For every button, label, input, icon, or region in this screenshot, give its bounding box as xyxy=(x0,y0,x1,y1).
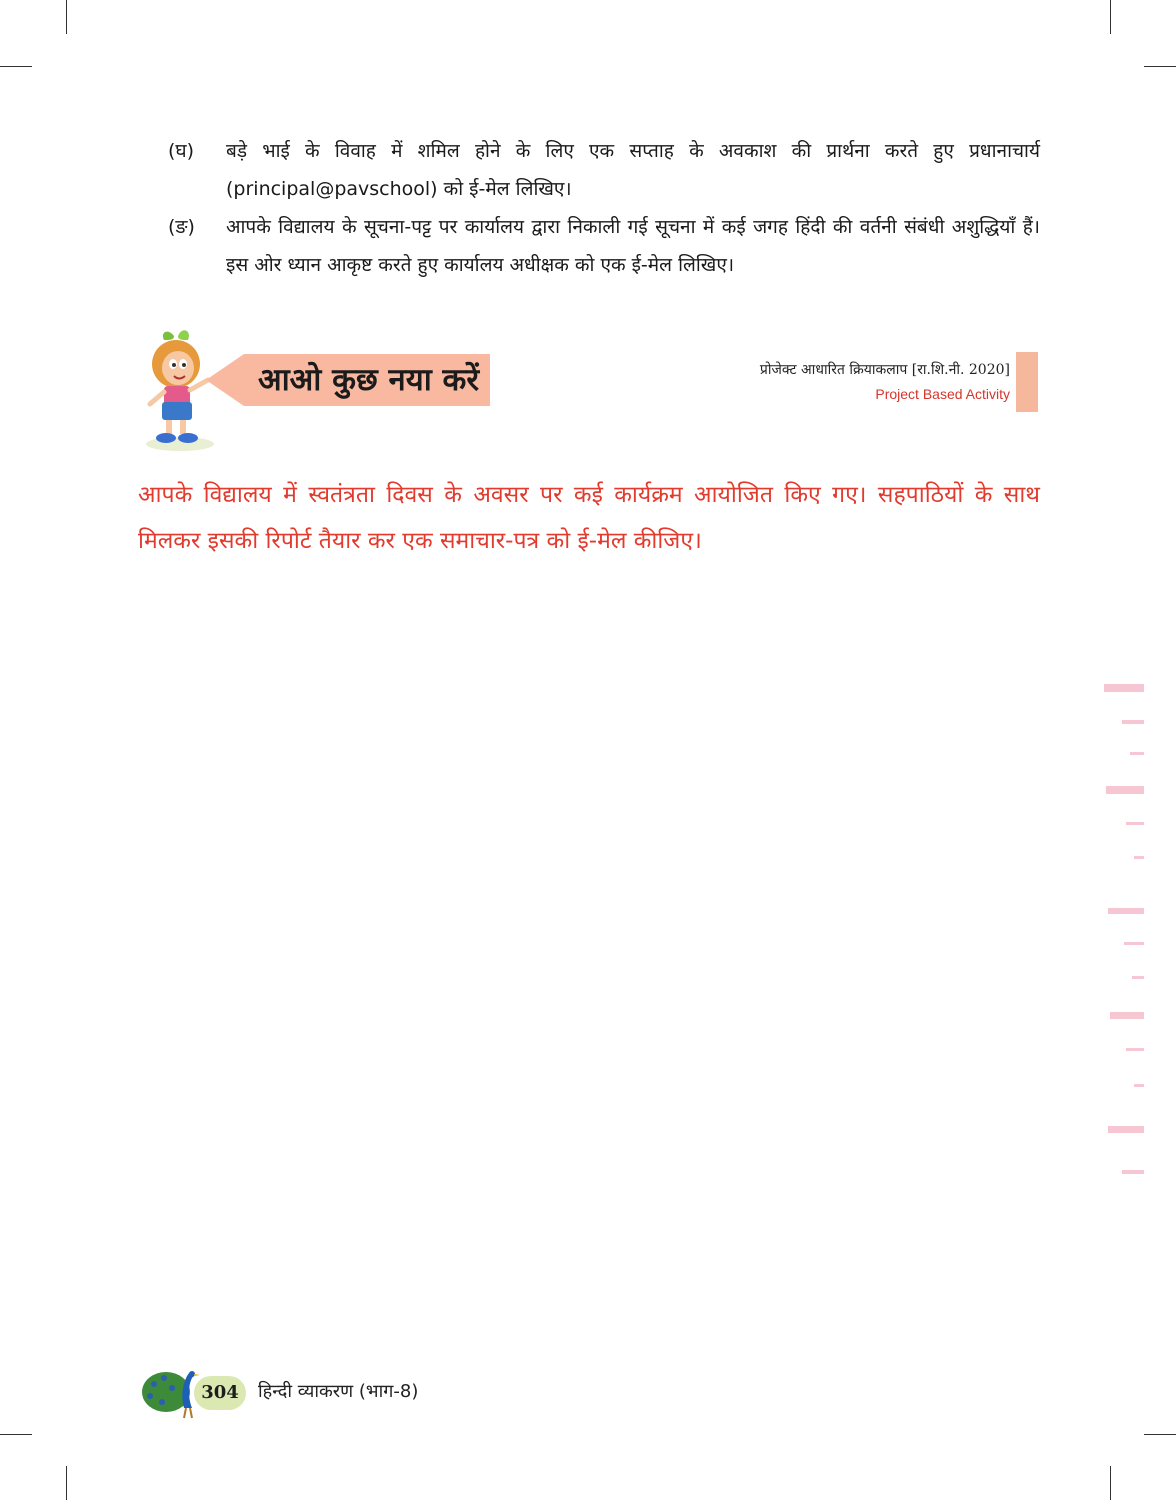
edge-decoration xyxy=(1096,680,1156,1190)
book-title: हिन्दी व्याकरण (भाग-8) xyxy=(258,1381,419,1402)
crop-mark-left-bottom xyxy=(0,1434,32,1435)
activity-text: आपके विद्यालय में स्वतंत्रता दिवस के अवसर पर कई कार्यक्रम आयोजित किए गए। सहपाठियों के साथ मिलकर इसकी रिपोर्ट तैयार कर एक समाचार-पत्र को ई-मेल कीजिए। xyxy=(138,482,1040,554)
page-number: 304 xyxy=(194,1376,246,1410)
item-marker: (घ) xyxy=(168,140,195,162)
activity-banner xyxy=(206,354,490,406)
project-note-english: Project Based Activity xyxy=(875,386,1010,402)
crop-mark-bottom-left xyxy=(66,1466,67,1500)
item-marker: (ङ) xyxy=(168,216,195,238)
exercise-item-gha xyxy=(168,132,1040,208)
crop-mark-bottom-right xyxy=(1110,1466,1111,1500)
exercise-item-nga xyxy=(168,208,1040,284)
project-note-hindi: प्रोजेक्ट आधारित क्रियाकलाप [रा.शि.नी. 2020] xyxy=(759,362,1010,378)
project-tab-marker xyxy=(1016,352,1038,412)
item-text: आपके विद्यालय के सूचना-पट्ट पर कार्यालय द्वारा निकाली गई सूचना में कई जगह हिंदी की वर्तनी संबंधी अशुद्धियाँ हैं। इस ओर ध्यान आकृष्ट करते हुए कार्यालय अधीक्षक को एक ई-मेल लिखिए। xyxy=(226,216,1040,276)
crop-mark-left-top xyxy=(0,66,32,67)
crop-mark-right-top xyxy=(1144,66,1176,67)
banner-title: आओ कुछ नया करें xyxy=(258,362,480,398)
crop-mark-top-right xyxy=(1110,0,1111,34)
crop-mark-top-left xyxy=(66,0,67,34)
item-text: बड़े भाई के विवाह में शमिल होने के लिए एक सप्ताह के अवकाश की प्रार्थना करते हुए प्रधानाचार्य (principal@pavschool) को ई-मेल लिखिए। xyxy=(226,140,1040,200)
crop-mark-right-bottom xyxy=(1144,1434,1176,1435)
